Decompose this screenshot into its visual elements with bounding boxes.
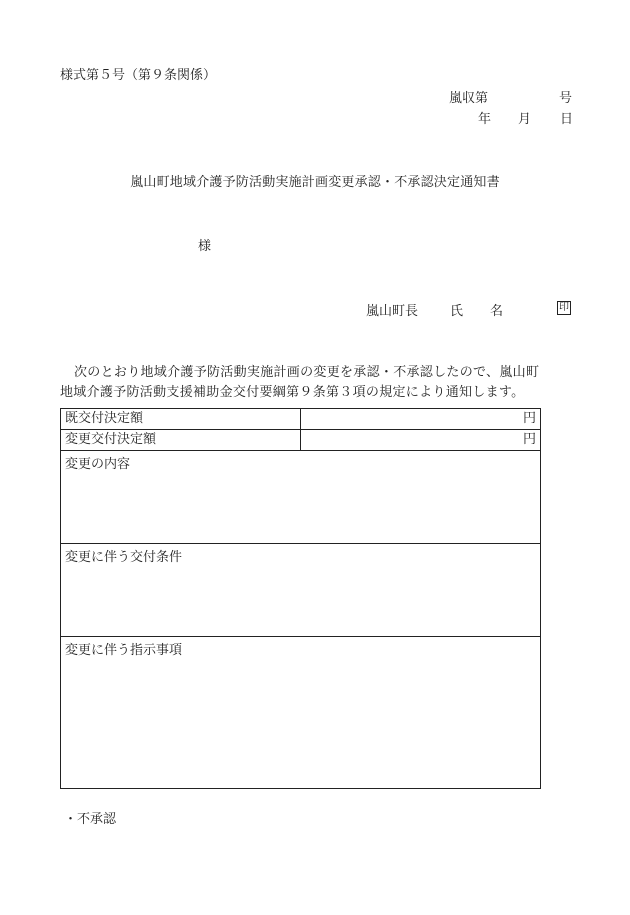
form-reference: 様式第５号（第９条関係） (60, 68, 217, 83)
date-month: 月 (518, 112, 532, 127)
notice-body-text: 次のとおり地域介護予防活動実施計画の変更を承認・不承認したので、嵐山町地域介護予防活動支援補助金交付要綱第９条第３項の規定により通知します。 (60, 365, 540, 400)
table-row (61, 637, 541, 789)
document-number-suffix: 号 (559, 91, 573, 106)
details-table (60, 408, 541, 789)
change-details-section: 変更の内容 (61, 451, 541, 544)
previous-grant-amount-value: 円 (301, 409, 541, 430)
issuer-position: 嵐山町長 (366, 304, 419, 319)
footnote-disapproval: ・不承認 (64, 812, 117, 827)
date-day: 日 (560, 112, 574, 127)
seal-mark: 印 (559, 302, 569, 313)
document-number (449, 91, 573, 107)
table-row (61, 409, 541, 430)
document-title: 嵐山町地域介護予防活動実施計画変更承認・不承認決定通知書 (130, 175, 500, 190)
issuer-name-label-1: 氏 (450, 304, 464, 319)
addressee-honorific: 様 (198, 239, 212, 254)
instructions-section: 変更に伴う指示事項 (61, 637, 541, 789)
document-number-prefix: 嵐収第 (449, 91, 489, 106)
table-row (61, 430, 541, 451)
date-year: 年 (478, 112, 492, 127)
table-row (61, 544, 541, 637)
revised-grant-amount-value: 円 (301, 430, 541, 451)
grant-conditions-section: 変更に伴う交付条件 (61, 544, 541, 637)
previous-grant-amount-label: 既交付決定額 (61, 409, 301, 430)
issuer-name-label-2: 名 (490, 304, 504, 319)
table-row (61, 451, 541, 544)
revised-grant-amount-label: 変更交付決定額 (61, 430, 301, 451)
